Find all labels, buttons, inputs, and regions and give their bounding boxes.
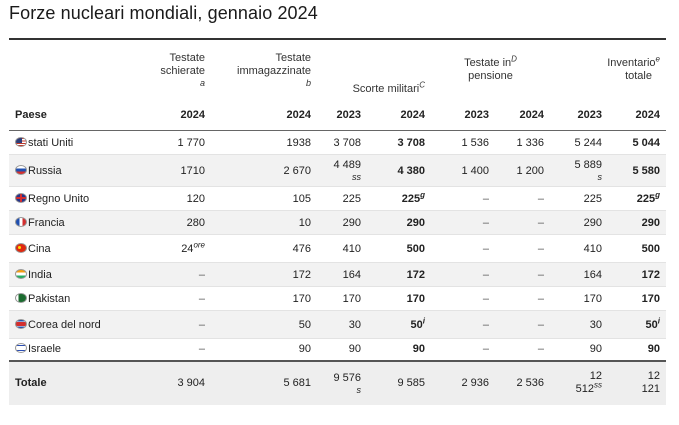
stored-cell-value: 2 670: [283, 164, 311, 177]
retired-2023-cell-value: 1 400: [461, 164, 489, 177]
israel-flag-icon: [15, 343, 27, 353]
retired-2023-cell: [431, 155, 495, 187]
north-korea-flag-icon: [15, 319, 27, 329]
total-inventory-2023: [550, 361, 608, 405]
deployed-cell: [127, 339, 211, 361]
deployed-cell-value: 1710: [180, 164, 205, 177]
retired-2024-cell-value: –: [537, 268, 544, 281]
military-2023-cell: [317, 263, 367, 287]
table-row: [9, 155, 666, 187]
header-stored-label: Testate immagazzinate: [237, 52, 311, 77]
stored-cell-value: 90: [298, 343, 311, 356]
header-deployed-label: Testate schierate: [160, 52, 205, 77]
deployed-cell: [127, 131, 211, 155]
inventory-2023-cell-value: 170: [583, 292, 602, 305]
military-2024-cell-value: 4 380: [397, 164, 425, 177]
year-retired-2024: 2024: [519, 109, 544, 121]
retired-2024-cell-value: 1 336: [516, 136, 544, 149]
header-inventory-label-2: totale: [625, 70, 652, 82]
country-name: Francia: [28, 216, 65, 229]
country-name: Cina: [28, 242, 51, 255]
header-stored-note: b: [305, 78, 311, 88]
military-2023-cell-value: 164: [342, 268, 361, 281]
country-cell: [9, 311, 127, 339]
total-military-2024: 9 585: [397, 377, 425, 389]
deployed-cell: [127, 263, 211, 287]
country-name: Regno Unito: [28, 192, 90, 205]
total-inventory-2024: [608, 361, 666, 405]
inventory-2023-cell: [550, 187, 608, 211]
retired-2023-cell-value: –: [482, 192, 489, 205]
header-row-years: [9, 100, 666, 131]
retired-2023-cell-value: –: [482, 318, 489, 331]
russia-flag-icon: [15, 165, 27, 175]
country-name: Israele: [28, 343, 62, 356]
country-name: India: [28, 268, 52, 281]
inventory-2023-cell-value: 164: [583, 268, 602, 281]
year-stored: 2024: [286, 109, 311, 121]
country-cell: [9, 211, 127, 235]
header-row-labels: [9, 40, 666, 100]
retired-2024-cell: [495, 287, 550, 311]
retired-2024-cell: [495, 235, 550, 263]
header-retired-label-2: pensione: [468, 70, 513, 82]
retired-2023-cell-value: –: [482, 242, 489, 255]
military-2024-cell-value: 170: [406, 292, 425, 305]
stored-cell: [211, 187, 317, 211]
inventory-2024-cell: [608, 311, 666, 339]
military-2023-cell-value: 30: [348, 318, 361, 331]
military-2023-cell-value: 225: [342, 192, 361, 205]
deployed-cell: [127, 311, 211, 339]
inventory-2024-cell-value: 500: [641, 242, 660, 255]
retired-2023-cell: [431, 263, 495, 287]
stored-cell-value: 476: [292, 242, 311, 255]
retired-2024-cell-value: –: [537, 216, 544, 229]
deployed-cell-value: –: [198, 318, 205, 331]
inventory-2024-cell-value: 50: [645, 318, 658, 331]
military-2023-cell: [317, 287, 367, 311]
retired-2024-cell-value: –: [537, 292, 544, 305]
military-2024-cell-value: 172: [406, 268, 425, 281]
inventory-2024-cell-value: 5 044: [632, 136, 660, 149]
inventory-2023-cell: [550, 155, 608, 187]
military-2023-cell: [317, 131, 367, 155]
inventory-2024-cell: [608, 131, 666, 155]
country-name: Corea del nord: [28, 318, 101, 331]
stored-cell: [211, 131, 317, 155]
table-row: [9, 235, 666, 263]
inventory-2023-cell-value: 90: [589, 343, 602, 356]
inventory-2024-cell-value: 170: [641, 292, 660, 305]
country-name: stati Uniti: [28, 136, 74, 149]
military-2024-cell: [367, 211, 431, 235]
retired-2023-cell-value: –: [482, 292, 489, 305]
retired-2024-cell: [495, 187, 550, 211]
military-2024-cell-value: 500: [406, 242, 425, 255]
military-2024-cell: [367, 131, 431, 155]
military-2024-cell-note: g: [420, 189, 425, 199]
inventory-2024-cell: [608, 155, 666, 187]
military-2024-cell-value: 50: [410, 318, 423, 331]
retired-2023-cell: [431, 131, 495, 155]
military-2023-cell-value: 90: [348, 343, 361, 356]
retired-2023-cell-value: –: [482, 343, 489, 356]
retired-2024-cell-value: –: [537, 192, 544, 205]
stored-cell: [211, 287, 317, 311]
retired-2024-cell: [495, 263, 550, 287]
table-row: [9, 311, 666, 339]
stored-cell: [211, 155, 317, 187]
deployed-cell-note: ore: [193, 239, 205, 249]
total-inventory-2024-a: 12: [647, 370, 660, 382]
stored-cell-value: 105: [292, 192, 311, 205]
stored-cell: [211, 339, 317, 361]
stored-cell: [211, 311, 317, 339]
total-retired-2024: 2 536: [516, 377, 544, 389]
year-inventory-2023: 2023: [577, 109, 602, 121]
inventory-2024-cell-value: 90: [647, 343, 660, 356]
military-2023-cell-note: ss: [352, 172, 361, 182]
table-row: [9, 211, 666, 235]
table-row: [9, 263, 666, 287]
total-inventory-2024-b: 121: [641, 383, 660, 395]
total-inventory-2023-a: 12: [589, 370, 602, 382]
header-inventory-label: Inventario: [607, 57, 656, 69]
header-military-label: Scorte militari: [352, 83, 420, 95]
military-2023-cell: [317, 211, 367, 235]
military-2024-cell: [367, 155, 431, 187]
stored-cell-value: 172: [292, 268, 311, 281]
total-retired-2023: 2 936: [461, 377, 489, 389]
deployed-cell: [127, 187, 211, 211]
stored-cell: [211, 211, 317, 235]
military-2024-cell: [367, 311, 431, 339]
country-cell: [9, 235, 127, 263]
country-cell: [9, 263, 127, 287]
nuclear-forces-table: [9, 40, 666, 405]
country-name: Pakistan: [28, 292, 71, 305]
inventory-2023-cell: [550, 339, 608, 361]
inventory-2024-cell: [608, 339, 666, 361]
total-inventory-2023-note: ss: [594, 380, 602, 390]
header-retired-label: Testate in: [464, 57, 512, 69]
china-flag-icon: [15, 243, 27, 253]
inventory-2024-cell: [608, 235, 666, 263]
country-cell: [9, 131, 127, 155]
table-row: [9, 131, 666, 155]
inventory-2023-cell: [550, 311, 608, 339]
header-inventory: [550, 40, 666, 100]
inventory-2023-cell: [550, 211, 608, 235]
military-2024-cell: [367, 339, 431, 361]
stored-cell-value: 10: [298, 216, 311, 229]
inventory-2023-cell-value: 290: [583, 216, 602, 229]
retired-2024-cell: [495, 155, 550, 187]
header-country: Paese: [15, 109, 47, 121]
retired-2024-cell-value: 1 200: [516, 164, 544, 177]
year-retired-2023: 2023: [464, 109, 489, 121]
header-deployed: [127, 40, 211, 100]
stored-cell: [211, 263, 317, 287]
retired-2024-cell: [495, 211, 550, 235]
deployed-cell-value: 120: [186, 192, 205, 205]
inventory-2023-cell: [550, 235, 608, 263]
total-label: Totale: [15, 377, 47, 389]
table-row: [9, 339, 666, 361]
header-stored: [211, 40, 317, 100]
military-2023-cell-value: 3 708: [333, 136, 361, 149]
deployed-cell: [127, 287, 211, 311]
inventory-2023-cell: [550, 287, 608, 311]
header-retired-note: D: [511, 54, 517, 64]
inventory-2023-cell: [550, 263, 608, 287]
deployed-cell-value: –: [198, 343, 205, 356]
deployed-cell: [127, 211, 211, 235]
retired-2024-cell-value: –: [537, 318, 544, 331]
military-2023-cell: [317, 339, 367, 361]
page-title: Forze nucleari mondiali, gennaio 2024: [9, 3, 318, 23]
stored-cell-value: 1938: [286, 136, 311, 149]
inventory-2023-cell-note: s: [597, 172, 602, 182]
retired-2023-cell-value: –: [482, 268, 489, 281]
table-row: [9, 187, 666, 211]
inventory-2024-cell: [608, 211, 666, 235]
stored-cell: [211, 235, 317, 263]
deployed-cell-value: –: [198, 268, 205, 281]
total-military-2023-value: 9 576: [333, 371, 361, 384]
inventory-2024-cell-value: 5 580: [632, 164, 660, 177]
military-2024-cell-value: 225: [401, 192, 421, 205]
stored-cell-value: 170: [292, 292, 311, 305]
retired-2023-cell-value: –: [482, 216, 489, 229]
military-2024-cell: [367, 287, 431, 311]
deployed-cell: [127, 155, 211, 187]
pakistan-flag-icon: [15, 293, 27, 303]
inventory-2024-cell: [608, 287, 666, 311]
military-2024-cell-note: i: [422, 315, 425, 325]
inventory-2024-cell-note: g: [655, 189, 660, 199]
us-flag-icon: [15, 137, 27, 147]
total-row: [9, 361, 666, 405]
header-inventory-note: e: [655, 54, 660, 64]
military-2023-cell: [317, 235, 367, 263]
india-flag-icon: [15, 269, 27, 279]
inventory-2023-cell: [550, 131, 608, 155]
header-empty: [9, 40, 127, 100]
retired-2023-cell: [431, 235, 495, 263]
france-flag-icon: [15, 217, 27, 227]
retired-2023-cell: [431, 339, 495, 361]
military-2023-cell-value: 170: [342, 292, 361, 305]
inventory-2024-cell-value: 290: [641, 216, 660, 229]
inventory-2024-cell: [608, 187, 666, 211]
retired-2023-cell: [431, 287, 495, 311]
stored-cell-value: 50: [298, 318, 311, 331]
military-2024-cell: [367, 235, 431, 263]
military-2024-cell-value: 3 708: [397, 136, 425, 149]
header-retired: [431, 40, 550, 100]
retired-2023-cell: [431, 211, 495, 235]
deployed-cell-value: 24: [181, 242, 194, 255]
retired-2023-cell: [431, 311, 495, 339]
military-2023-cell: [317, 155, 367, 187]
military-2023-cell: [317, 311, 367, 339]
country-name: Russia: [28, 164, 62, 177]
inventory-2024-cell: [608, 263, 666, 287]
military-2024-cell-value: 290: [406, 216, 425, 229]
retired-2024-cell: [495, 339, 550, 361]
country-cell: [9, 339, 127, 361]
inventory-2024-cell-value: 172: [641, 268, 660, 281]
country-cell: [9, 187, 127, 211]
military-2023-cell-value: 290: [342, 216, 361, 229]
military-2023-cell-value: 4 489: [333, 159, 361, 171]
total-military-2023: [317, 361, 367, 405]
year-military-2023: 2023: [336, 109, 361, 121]
military-2023-cell: [317, 187, 367, 211]
year-inventory-2024: 2024: [635, 109, 660, 121]
inventory-2024-cell-note: i: [657, 315, 660, 325]
retired-2024-cell: [495, 311, 550, 339]
military-2024-cell: [367, 187, 431, 211]
total-military-2023-note: s: [356, 384, 361, 395]
deployed-cell-value: –: [198, 292, 205, 305]
military-2024-cell-value: 90: [412, 343, 425, 356]
total-inventory-2023-b: 512: [575, 383, 594, 395]
inventory-2024-cell-value: 225: [636, 192, 656, 205]
military-2023-cell-value: 410: [342, 242, 361, 255]
retired-2023-cell-value: 1 536: [461, 136, 489, 149]
year-military-2024: 2024: [400, 109, 425, 121]
table-row: [9, 287, 666, 311]
header-deployed-note: a: [199, 78, 205, 88]
military-2024-cell: [367, 263, 431, 287]
retired-2024-cell: [495, 131, 550, 155]
inventory-2023-cell-value: 30: [589, 318, 602, 331]
country-cell: [9, 155, 127, 187]
deployed-cell-value: 1 770: [177, 136, 205, 149]
total-stored: 5 681: [283, 377, 311, 389]
retired-2024-cell-value: –: [537, 242, 544, 255]
header-military-stockpile: [317, 40, 431, 100]
total-deployed: 3 904: [177, 377, 205, 389]
inventory-2023-cell-value: 410: [583, 242, 602, 255]
inventory-2023-cell-value: 225: [583, 192, 602, 205]
inventory-2023-cell-value: 5 889: [574, 159, 602, 171]
deployed-cell-value: 280: [186, 216, 205, 229]
deployed-cell: [127, 235, 211, 263]
year-deployed: 2024: [180, 109, 205, 121]
retired-2024-cell-value: –: [537, 343, 544, 356]
country-cell: [9, 287, 127, 311]
inventory-2023-cell-value: 5 244: [574, 136, 602, 149]
uk-flag-icon: [15, 193, 27, 203]
header-military-note: C: [419, 80, 425, 90]
retired-2023-cell: [431, 187, 495, 211]
